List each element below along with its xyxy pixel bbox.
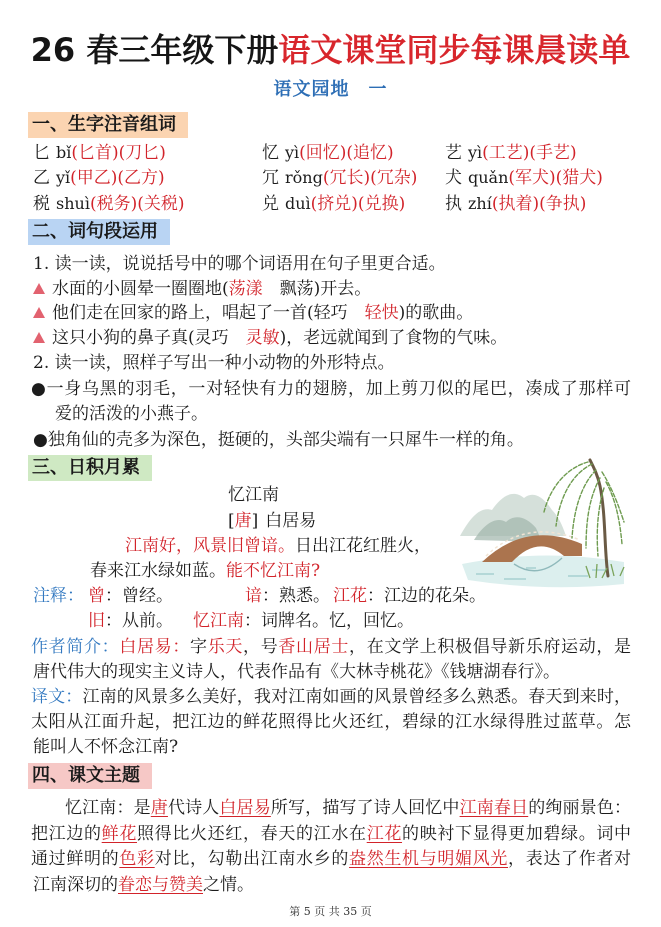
character: 艺 — [445, 143, 462, 163]
note-item — [245, 584, 330, 608]
char-entry — [445, 192, 586, 216]
author-intro-line-2: 唐代伟大的现实主义诗人，代表作品有《大林寺桃花》《钱塘湖春行》。 — [33, 662, 560, 682]
triangle-bullet-icon — [33, 283, 45, 294]
theme-text: 照得比火还红，春天的江水在 — [137, 824, 367, 844]
theme-key-phrase: 白居易 — [219, 798, 271, 818]
example-swallow-line-1: ●一身乌黑的羽毛，一对轻快有力的翅膀，加上剪刀似的尾巴，凑成了那样可 — [31, 379, 631, 399]
example-words: (工艺)(手艺) — [482, 143, 577, 163]
note-term: 江花 — [333, 586, 367, 606]
pinyin: bǐ — [56, 143, 72, 162]
section-heading-word-sentence-usage: 二、词句段运用 — [28, 219, 170, 245]
triangle-bullet-icon — [33, 332, 45, 343]
lesson-subtitle: 语文园地 一 — [273, 79, 388, 100]
character: 忆 — [262, 143, 279, 163]
author-intro-text: ，在文学上积极倡导新乐府运动，是 — [349, 637, 632, 657]
theme-text: 所写，描写了诗人回忆中 — [270, 798, 460, 818]
theme-line-3 — [31, 847, 631, 871]
example-words: (匕首)(刀匕) — [71, 143, 166, 163]
correct-answer: 灵敏 — [245, 328, 280, 348]
note-item — [333, 584, 486, 608]
note-definition: ：曾经。 — [105, 586, 173, 606]
character: 乙 — [33, 168, 50, 188]
note-item — [88, 584, 173, 608]
theme-text: ，表达了作者对 — [508, 849, 632, 869]
example-words: (冗长)(冗杂) — [322, 168, 418, 188]
fill-choice-sentence — [52, 277, 371, 301]
char-entry — [33, 166, 165, 190]
note-term: 谙 — [245, 586, 262, 606]
character: 犬 — [445, 168, 462, 188]
poem-line-1 — [125, 534, 431, 558]
theme-line-1 — [31, 796, 631, 820]
dynasty-bracket: [ — [228, 511, 235, 531]
note-definition: ：从前。 — [105, 611, 173, 631]
theme-key-phrase: 唐 — [150, 798, 168, 818]
example-words: (执着)(争执) — [491, 194, 587, 214]
bridge-willow-illustration — [456, 452, 628, 594]
sentence-text: )的歌曲。 — [398, 303, 474, 323]
theme-key-phrase: 江花 — [366, 824, 403, 844]
note-term: 曾 — [88, 586, 105, 606]
pinyin: yì — [285, 143, 300, 162]
theme-text: 通过鲜明的 — [31, 849, 120, 869]
example-beetle: ●独角仙的壳多为深色，挺硬的，头部尖端有一只犀牛一样的角。 — [33, 430, 524, 450]
theme-key-phrase: 盎然生机与明媚风光 — [349, 849, 509, 869]
char-entry — [262, 141, 394, 165]
theme-text: 忆江南：是 — [65, 798, 151, 818]
notes-label: 注释： — [33, 586, 84, 606]
character: 匕 — [33, 143, 50, 163]
section-heading-daily-accumulation: 三、日积月累 — [28, 455, 152, 481]
pinyin: zhí — [468, 194, 492, 213]
sentence-text: 他们走在回家的路上，唱起了一首(轻巧 — [52, 303, 365, 323]
translation-label: 译文： — [31, 687, 83, 707]
example-swallow-line-2: 爱的活泼的小燕子。 — [55, 404, 208, 424]
theme-key-phrase: 江南春日 — [459, 798, 529, 818]
note-definition: ：词牌名。忆，回忆。 — [244, 611, 414, 631]
char-entry — [445, 141, 577, 165]
poem-title: 忆江南 — [228, 485, 279, 505]
char-entry — [262, 166, 417, 190]
sentence-text: )，老远就闻到了食物的气味。 — [279, 328, 508, 348]
translation-line-2: 太阳从江面升起，把江边的鲜花照得比火还红，碧绿的江水绿得胜过蓝草。怎 — [31, 712, 631, 732]
author-courtesy-name: 乐天 — [207, 637, 244, 657]
pinyin: yì — [468, 143, 483, 162]
example-words: (甲乙)(乙方) — [70, 168, 165, 188]
theme-text: 江南深切的 — [33, 875, 118, 895]
theme-text: 的映衬下显得更加碧绿。词中 — [402, 824, 632, 844]
example-words: (军犬)(猎犬) — [508, 168, 603, 188]
note-term: 旧 — [88, 611, 105, 631]
theme-key-phrase: 鲜花 — [101, 824, 138, 844]
page-title — [0, 28, 661, 72]
pinyin: rǒng — [285, 168, 323, 187]
note-definition: ：熟悉。 — [262, 586, 330, 606]
char-entry — [33, 141, 166, 165]
char-entry — [262, 192, 405, 216]
poem-dynasty: 唐 — [234, 511, 252, 531]
pinyin: duì — [285, 194, 311, 213]
theme-key-phrase: 色彩 — [119, 849, 155, 869]
theme-text: 代诗人 — [167, 798, 220, 818]
theme-text: 之情。 — [203, 875, 254, 895]
poem-verse-highlight: 能不忆江南? — [226, 561, 321, 581]
char-entry — [33, 192, 184, 216]
note-item — [88, 609, 173, 633]
title-highlight-text: 语文课堂同步每课晨读单 — [278, 31, 631, 69]
note-definition: ：江边的花朵。 — [367, 586, 486, 606]
character: 冗 — [262, 168, 279, 188]
example-words: (回忆)(追忆) — [299, 143, 394, 163]
pinyin: yǐ — [56, 168, 71, 187]
question-2: 2. 读一读，照样子写出一种小动物的外形特点。 — [33, 353, 395, 373]
author-intro-label: 作者简介： — [31, 637, 120, 657]
author-intro-line-1 — [31, 635, 631, 659]
character: 兑 — [262, 194, 279, 214]
character: 税 — [33, 194, 50, 214]
poem-verse: 日出江花红胜火， — [295, 536, 431, 556]
poem-line-2 — [90, 559, 320, 583]
author-pen-name: 香山居士 — [278, 637, 350, 657]
question-1: 1. 读一读，说说括号中的哪个词语用在句子里更合适。 — [33, 254, 446, 274]
correct-answer: 轻快 — [364, 303, 399, 323]
author-intro-text: 字 — [190, 637, 208, 657]
pinyin: shuì — [56, 194, 90, 213]
character: 执 — [445, 194, 462, 214]
page-number-footer: 第 5 页 共 35 页 — [289, 905, 372, 918]
author-name: 白居易： — [119, 637, 191, 657]
section-heading-new-characters: 一、生字注音组词 — [28, 112, 188, 138]
title-grade-text: 26 春三年级下册 — [30, 31, 279, 69]
poem-verse-highlight: 江南好，风景旧曾谙。 — [125, 536, 295, 556]
section-heading-text-theme: 四、课文主题 — [28, 763, 152, 789]
example-words: (挤兑)(兑换) — [310, 194, 406, 214]
poem-author: 白居易 — [265, 511, 317, 531]
sentence-text: 水面的小圆晕一圈圈地( — [52, 279, 229, 299]
char-entry — [445, 166, 603, 190]
fill-choice-sentence — [52, 326, 507, 350]
sentence-text: 飘荡)开去。 — [262, 279, 372, 299]
note-term: 忆江南 — [193, 611, 244, 631]
dynasty-bracket: ] — [251, 511, 259, 531]
note-item — [193, 609, 414, 633]
triangle-bullet-icon — [33, 307, 45, 318]
sentence-text: 这只小狗的鼻子真(灵巧 — [52, 328, 246, 348]
theme-line-2 — [31, 822, 631, 846]
theme-text: 对比，勾勒出江南水乡的 — [154, 849, 350, 869]
theme-text: 把江边的 — [31, 824, 102, 844]
theme-text: 的绚丽景色： — [528, 798, 631, 818]
theme-key-phrase: 眷恋与赞美 — [118, 875, 203, 895]
example-words: (税务)(关税) — [89, 194, 185, 214]
pinyin: quǎn — [468, 168, 509, 187]
poem-verse: 春来江水绿如蓝。 — [90, 561, 226, 581]
translation-line-3: 能叫人不怀念江南? — [33, 737, 179, 757]
theme-line-4 — [33, 873, 254, 897]
author-intro-text: ，号 — [243, 637, 279, 657]
translation-text: 江南的风景多么美好，我对江南如画的风景曾经多么熟悉。春天到来时， — [82, 687, 632, 707]
translation-line-1 — [31, 685, 631, 709]
correct-answer: 荡漾 — [228, 279, 263, 299]
fill-choice-sentence — [52, 301, 473, 325]
poem-author-line — [228, 509, 316, 533]
